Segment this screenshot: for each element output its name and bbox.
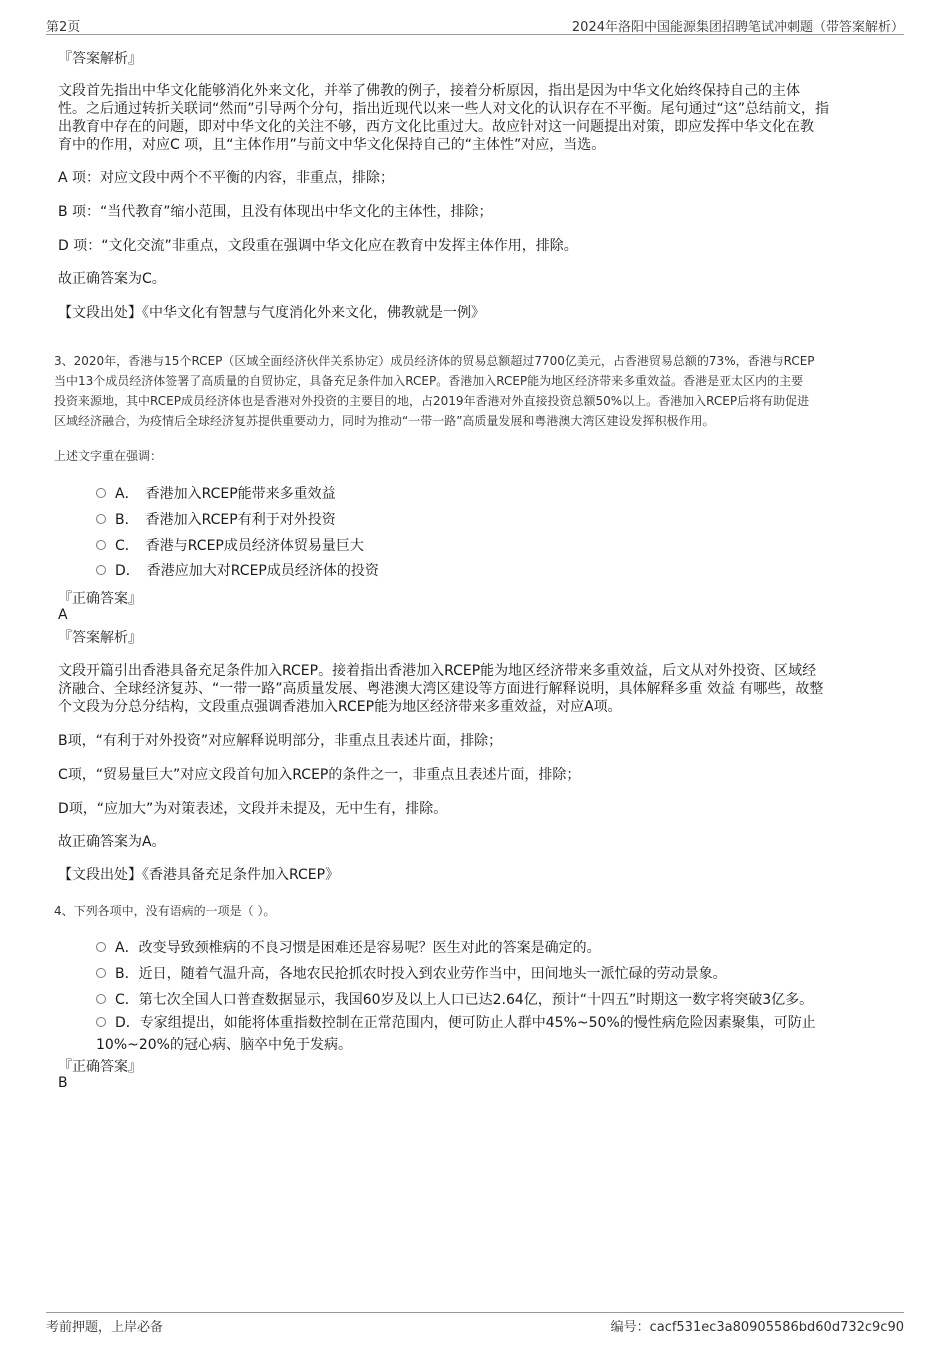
q2-option-d-analysis: D 项：“文化交流”非重点，文段重在强调中华文化应在教育中发挥主体作用，排除。 [58,238,578,254]
q4-option-c[interactable]: C．第七次全国人口普查数据显示，我国60岁及以上人口已达2.64亿，预计“十四五”时期这一数字将突破3亿多。 [96,989,813,1009]
q3-question-line-4: 区域经济融合，为疫情后全球经济复苏提供重要动力，同时为推动“一带一路”高质量发展和粤港澳大湾区建设发挥积极作用。 [54,414,715,428]
q3-option-a[interactable]: A． 香港加入RCEP能带来多重效益 [96,483,336,503]
q3-option-c-analysis: C项，“贸易量巨大”对应文段首句加入RCEP的条件之一，非重点且表述片面，排除； [58,767,581,783]
radio-icon[interactable] [96,540,106,550]
q3-question-line-2: 当中13个成员经济体签署了高质量的自贸协定，具备充足条件加入RCEP。香港加入RCEP能为地区经济带来多重效益。香港是亚太区内的主要 [54,374,804,388]
page-header [46,14,904,35]
q4-answer-label: 『正确答案』 [58,1059,142,1075]
q3-prompt: 上述文字重在强调： [54,449,163,463]
q3-analysis-line-1: 文段开篇引出香港具备充足条件加入RCEP。接着指出香港加入RCEP能为地区经济带来多重效益，后文从对外投资、区域经 [58,663,817,679]
q2-conclusion: 故正确答案为C。 [58,271,166,287]
radio-icon[interactable] [96,994,106,1004]
document-id: 编号：cacf531ec3a80905586bd60d732c9c90 [610,1320,904,1335]
q3-option-d-analysis: D项，“应加大”为对策表述，文段并未提及，无中生有，排除。 [58,801,448,817]
q4-option-d[interactable]: D．专家组提出，如能将体重指数控制在正常范围内，便可防止人群中45%~50%的慢性病危险因素聚集，可防止 [96,1012,816,1032]
q3-analysis-line-2: 济融合、全球经济复苏、“一带一路”高质量发展、粤港澳大湾区建设等方面进行解释说明，具体解释多重 效益 有哪些，故整 [58,681,824,697]
page-footer [46,1312,904,1337]
q3-source: 【文段出处】《香港具备充足条件加入RCEP》 [58,867,340,883]
q3-option-b[interactable]: B． 香港加入RCEP有利于对外投资 [96,509,336,529]
q4-option-d-continued: 10%~20%的冠心病、脑卒中免于发病。 [96,1037,352,1053]
q2-analysis-line-1: 文段首先指出中华文化能够消化外来文化，并举了佛教的例子，接着分析原因，指出是因为中华文化始终保持自己的主体 [58,83,800,99]
q2-analysis-line-4: 育中的作用，对应C 项，且“主体作用”与前文中华文化保持自己的“主体性”对应，当选。 [58,137,606,153]
q2-analysis-line-3: 出教育中存在的问题，即对中华文化的关注不够，西方文化比重过大。故应针对这一问题提出对策，即应发挥中华文化在教 [58,119,814,135]
q3-analysis-label: 『答案解析』 [58,630,142,646]
q3-option-c[interactable]: C． 香港与RCEP成员经济体贸易量巨大 [96,535,364,555]
document-title: 2024年洛阳中国能源集团招聘笔试冲刺题（带答案解析） [571,20,904,35]
q2-analysis-label: 『答案解析』 [58,51,142,67]
q4-option-b[interactable]: B．近日，随着气温升高，各地农民抢抓农时投入到农业劳作当中，田间地头一派忙碌的劳动景象。 [96,963,727,983]
q3-answer-label: 『正确答案』 [58,591,142,607]
radio-icon[interactable] [96,968,106,978]
q2-option-a-analysis: A 项：对应文段中两个不平衡的内容，非重点，排除； [58,170,395,186]
radio-icon[interactable] [96,488,106,498]
q2-source: 【文段出处】《中华文化有智慧与气度消化外来文化，佛教就是一例》 [58,305,485,321]
q4-answer: B [58,1075,68,1091]
q3-analysis-line-3: 个文段为分总分结构，文段重点强调香港加入RCEP能为地区经济带来多重效益，对应A项。 [58,699,622,715]
page-number: 第2页 [46,20,81,35]
q4-option-a[interactable]: A．改变导致颈椎病的不良习惯是困难还是容易呢？医生对此的答案是确定的。 [96,937,601,957]
q3-question-line-1: 3、2020年，香港与15个RCEP（区域全面经济伙伴关系协定）成员经济体的贸易总额超过7700亿美元，占香港贸易总额的73%，香港与RCEP [54,354,815,368]
footer-slogan: 考前押题，上岸必备 [46,1320,164,1335]
q2-option-b-analysis: B 项：“当代教育”缩小范围，且没有体现出中华文化的主体性，排除； [58,204,493,220]
radio-icon[interactable] [96,565,106,575]
q3-answer: A [58,607,68,623]
radio-icon[interactable] [96,942,106,952]
q3-conclusion: 故正确答案为A。 [58,834,166,850]
q3-option-b-analysis: B项，“有利于对外投资”对应解释说明部分，非重点且表述片面，排除； [58,733,503,749]
q3-option-d[interactable]: D． 香港应加大对RCEP成员经济体的投资 [96,560,379,580]
q4-question: 4、下列各项中，没有语病的一项是（ ）。 [54,904,276,918]
radio-icon[interactable] [96,1017,106,1027]
q3-question-line-3: 投资来源地，其中RCEP成员经济体也是香港对外投资的主要目的地，占2019年香港对外直接投资总额50%以上。香港加入RCEP后将有助促进 [54,394,810,408]
q2-analysis-line-2: 性。之后通过转折关联词“然而”引导两个分句，指出近现代以来一些人对文化的认识存在不平衡。尾句通过“这”总结前文，指 [58,101,830,117]
radio-icon[interactable] [96,514,106,524]
